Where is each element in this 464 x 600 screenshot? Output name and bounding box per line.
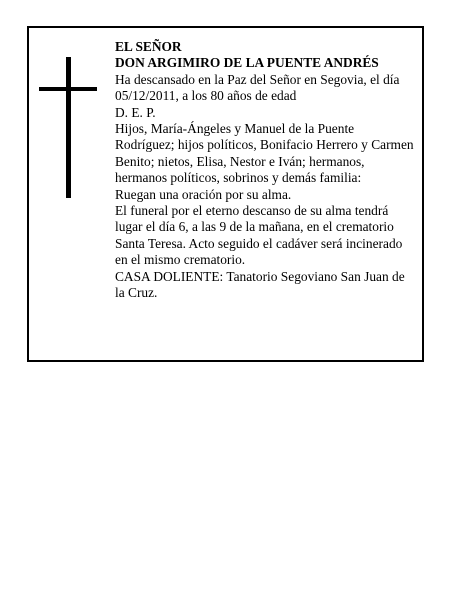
notice-line: hermanos políticos, sobrinos y demás familia: xyxy=(115,170,362,186)
notice-line: 05/12/2011, a los 80 años de edad xyxy=(115,88,297,104)
notice-line: Hijos, María-Ángeles y Manuel de la Puente xyxy=(115,121,355,137)
notice-text xyxy=(115,39,421,302)
notice-line: Rodríguez; hijos políticos, Bonifacio Herrero y Carmen xyxy=(115,137,414,153)
notice-line: Benito; nietos, Elisa, Nestor e Iván; hermanos, xyxy=(115,153,365,169)
cross-icon xyxy=(39,57,97,198)
notice-line: Santa Teresa. Acto seguido el cadáver será incinerado xyxy=(115,235,403,251)
notice-line: lugar el día 6, a las 9 de la mañana, en el crematorio xyxy=(115,219,394,235)
notice-line: D. E. P. xyxy=(115,104,156,120)
notice-line: Ha descansado en la Paz del Señor en Segovia, el día xyxy=(115,71,400,87)
notice-line: Ruegan una oración por su alma. xyxy=(115,186,292,202)
notice-line: en el mismo crematorio. xyxy=(115,252,246,268)
notice-line: CASA DOLIENTE: Tanatorio Segoviano San Juan de xyxy=(115,268,405,284)
notice-line: la Cruz. xyxy=(115,285,158,301)
cross-horizontal-bar xyxy=(39,87,97,91)
notice-heading-title: EL SEÑOR xyxy=(115,39,182,54)
notice-line: El funeral por el eterno descanso de su alma tendrá xyxy=(115,203,389,219)
cross-vertical-bar xyxy=(66,57,71,198)
obituary-notice xyxy=(27,26,424,362)
deceased-name: DON ARGIMIRO DE LA PUENTE ANDRÉS xyxy=(115,55,379,71)
